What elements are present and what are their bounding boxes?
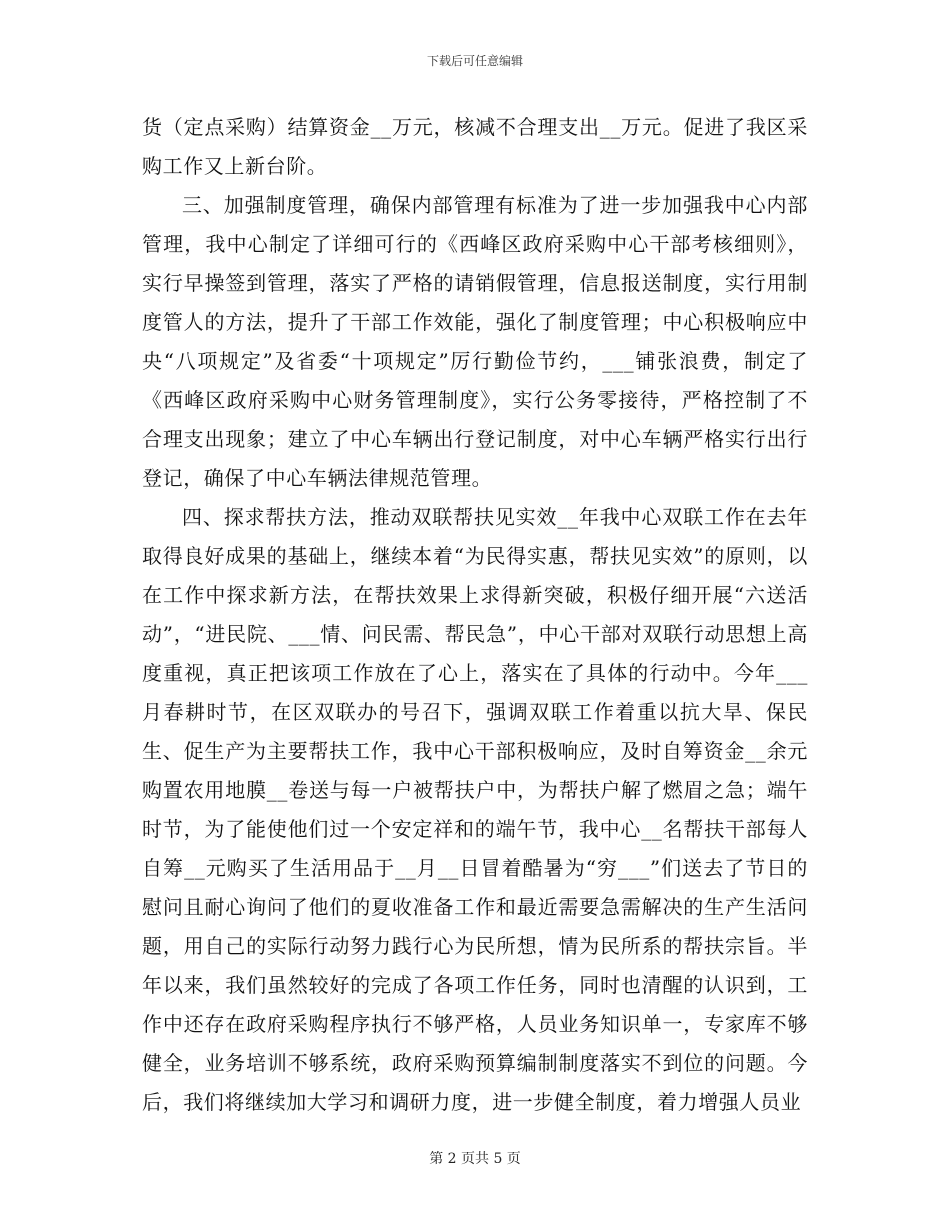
page-number-footer: 第 2 页共 5 页	[429, 1151, 521, 1167]
paragraph-continuation: 货（定点采购）结算资金__万元，核减不合理支出__万元。促进了我区采购工作又上新台阶。	[142, 115, 808, 178]
paragraph-section-three: 三、加强制度管理，确保内部管理有标准为了进一步加强我中心内部管理，我中心制定了详细可行的《西峰区政府采购中心干部考核细则》，实行早操签到管理，落实了严格的请销假管理，信息报送制度，实行用制度管人的方法，提升了干部工作效能，强化了制度管理；中心积极响应中央“八项规定”及省委“十项规定”厉行勤俭节约，___铺张浪费，制定了《西峰区政府采购中心财务管理制度》，实行公务零接待，严格控制了不合理支出现象；建立了中心车辆出行登记制度，对中心车辆严格实行出行登记，确保了中心车辆法律规范管理。	[142, 193, 808, 490]
paragraph-section-four: 四、探求帮扶方法，推动双联帮扶见实效__年我中心双联工作在去年取得良好成果的基础上，继续本着“为民得实惠，帮扶见实效”的原则，以在工作中探求新方法，在帮扶效果上求得新突破，积极仔细开展“六送活动”，“进民院、___情、问民需、帮民急”，中心干部对双联行动思想上高度重视，真正把该项工作放在了心上，落实在了具体的行动中。今年___月春耕时节，在区双联办的号召下，强调双联工作着重以抗大旱、保民生、促生产为主要帮扶工作，我中心干部积极响应，及时自筹资金__余元购置农用地膜__卷送与每一户被帮扶户中，为帮扶户解了燃眉之急；端午时节，为了能使他们过一个安定祥和的端午节，我中心__名帮扶干部每人自筹__元购买了生活用品于__月__日冒着酷暑为“穷___”们送去了节日的慰问且耐心询问了他们的夏收准备工作和最近需要急需解决的生产生活问题，用自己的实际行动努力践行心为民所想，情为民所系的帮扶宗旨。半年以来，我们虽然较好的完成了各项工作任务，同时也清醒的认识到，工作中还存在政府采购程序执行不够严格，人员业务知识单一，专家库不够健全，业务培训不够系统，政府采购预算编制制度落实不到位的问题。今后，我们将继续加大学习和调研力度，进一步健全制度，着力增强人员业	[142, 505, 808, 1114]
document-body	[142, 108, 808, 1122]
page-header: 下载后可任意编辑	[426, 54, 523, 68]
